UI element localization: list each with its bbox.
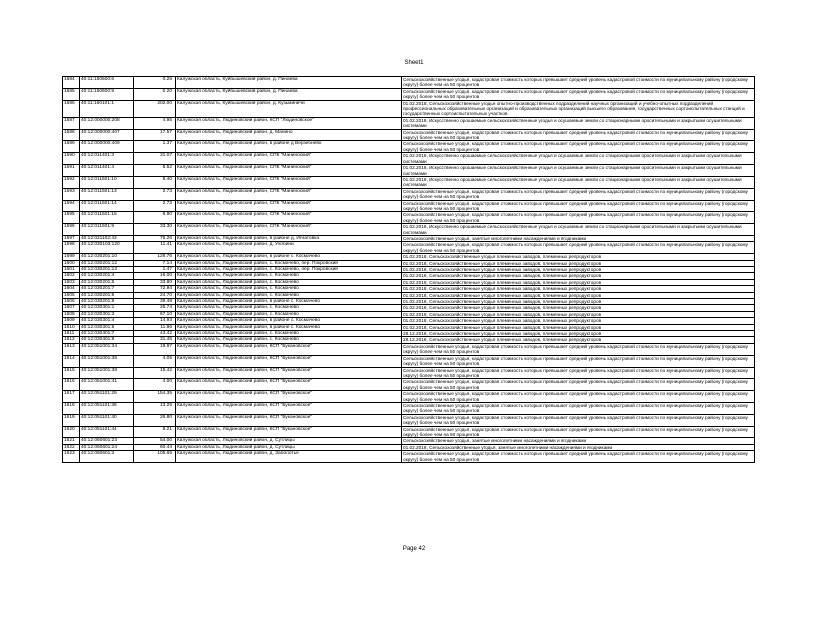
row-number: 1596 xyxy=(63,224,80,236)
cadastral-number: 40:12:030301:1 xyxy=(80,305,134,311)
address: Калужская область, Людиновский район, СПК "Маниноский" xyxy=(176,153,402,165)
table-row xyxy=(63,212,755,224)
category-description: 28.12.2018, Сельскохозяйственные угодья племенных заводов, племенных репродукторов xyxy=(402,337,755,343)
cadastral-number: 40:12:030201:8 xyxy=(80,292,134,298)
area-value: 154.35 xyxy=(134,391,176,403)
cadastral-number: 40:12:030201:7 xyxy=(80,286,134,292)
category-description: Сельскохозяйственные угодья, кадастровая стоимость которых превышает средний уровень кадастровой стоимости по муниципальному району (городскому округу) более чем на 50 процентов xyxy=(402,355,755,367)
row-number: 1607 xyxy=(63,305,80,311)
address: Калужская область, Людиновский район, КСП "Букановское" xyxy=(176,343,402,355)
area-value: 4.00 xyxy=(134,379,176,391)
category-description: Сельскохозяйственные угодья, кадастровая стоимость которых превышает средний уровень кадастровой стоимости по муниципальному району (городскому округу) более чем на 50 процентов xyxy=(402,343,755,355)
address: Калужская область, Людиновский район, в районе с. Космачево xyxy=(176,254,402,260)
cadastral-number: 40:12:060601:24 xyxy=(80,444,134,450)
category-description: 01.02.2018, Сельскохозяйственные угодья племенных заводов, племенных репродукторов xyxy=(402,286,755,292)
table-row xyxy=(63,188,755,200)
area-value: 31.45 xyxy=(134,337,176,343)
area-value: 14.93 xyxy=(134,318,176,324)
category-description: Сельскохозяйственные угодья, кадастровая стоимость которых превышает средний уровень кадастровой стоимости по муниципальному району (городскому округу) более чем на 50 процентов xyxy=(402,200,755,212)
address: Калужская область, Людиновский район, СПК "Маниноский" xyxy=(176,165,402,177)
address: Калужская область, Людиновский район, в районе с. Космачево xyxy=(176,324,402,330)
row-number: 1601 xyxy=(63,267,80,273)
category-description: 01.02.2018, Сельскохозяйственные угодья племенных заводов, племенных репродукторов xyxy=(402,305,755,311)
address: Калужская область, Людиновский район, КСП "Букановское" xyxy=(176,414,402,426)
area-value: 8.40 xyxy=(134,176,176,188)
row-number: 1612 xyxy=(63,337,80,343)
table-row xyxy=(63,141,755,153)
row-number: 1593 xyxy=(63,188,80,200)
cadastral-number: 40:11:150500:9 xyxy=(80,88,134,100)
row-number: 1616 xyxy=(63,379,80,391)
category-description: 01.02.2018, Искусственно орошаемые сельскохозяйственные угодья и осушаемые земли со стационарными оросительными и закрытыми осушительными системами xyxy=(402,224,755,236)
table-row xyxy=(63,117,755,129)
row-number: 1619 xyxy=(63,414,80,426)
cadastral-number: 40:12:011501:14 xyxy=(80,200,134,212)
row-number: 1602 xyxy=(63,273,80,279)
cadastral-number: 40:12:030201:5 xyxy=(80,279,134,285)
cadastral-number: 40:12:051001:41 xyxy=(80,379,134,391)
row-number: 1591 xyxy=(63,165,80,177)
address: Калужская область, Людиновский район, в районе с. Космачево xyxy=(176,299,402,305)
address: Калужская область, Людиновский район, с. Космачево xyxy=(176,286,402,292)
address: Калужская область, Людиновский район, с. Космачево xyxy=(176,337,402,343)
category-description: Сельскохозяйственные угодья, кадастровая стоимость которых превышает средний уровень кадастровой стоимости по муниципальному району (городскому округу) более чем на 50 процентов xyxy=(402,379,755,391)
row-number: 1587 xyxy=(63,117,80,129)
table-row xyxy=(63,414,755,426)
row-number: 1609 xyxy=(63,318,80,324)
category-description: Сельскохозяйственные угодья, кадастровая стоимость которых превышает средний уровень кадастровой стоимости по муниципальному району (городскому округу) более чем на 50 процентов xyxy=(402,242,755,254)
row-number: 1620 xyxy=(63,426,80,438)
land-plots-table xyxy=(62,76,755,463)
cadastral-number: 40:12:030301:3 xyxy=(80,311,134,317)
table-row xyxy=(63,379,755,391)
address: Калужская область, Людиновский район, с. Космачево xyxy=(176,292,402,298)
area-value: 43.42 xyxy=(134,331,176,337)
address: Калужская область, Людиновский район, с. Космачево xyxy=(176,311,402,317)
cadastral-number: 40:11:150500:6 xyxy=(80,77,134,89)
sheet-title: Sheet1 xyxy=(404,60,424,66)
category-description: Сельскохозяйственные угодья, кадастровая стоимость которых превышает средний уровень кадастровой стоимости по муниципальному району (городскому округу) более чем на 50 процентов xyxy=(402,77,755,89)
area-value: 15.42 xyxy=(134,367,176,379)
table-row xyxy=(63,88,755,100)
category-description: 01.02.2018, Сельскохозяйственные угодья племенных заводов, племенных репродукторов xyxy=(402,260,755,266)
address: Калужская область, Людиновский район, СПК "Маниноский" xyxy=(176,224,402,236)
cadastral-number: 40:12:051101:40 xyxy=(80,414,134,426)
address: Калужская область, Куйбышевский район, д. Пинаева xyxy=(176,88,402,100)
category-description: Сельскохозяйственные угодья, кадастровая стоимость которых превышает средний уровень кадастровой стоимости по муниципальному району (городскому округу) более чем на 50 процентов xyxy=(402,212,755,224)
table-row xyxy=(63,176,755,188)
category-description: Сельскохозяйственные угодья, кадастровая стоимость которых превышает средний уровень кадастровой стоимости по муниципальному району (городскому округу) более чем на 50 процентов xyxy=(402,402,755,414)
area-value: 2.73 xyxy=(134,188,176,200)
area-value: 39.48 xyxy=(134,299,176,305)
cadastral-number: 40:12:030401:8 xyxy=(80,337,134,343)
row-number: 1606 xyxy=(63,299,80,305)
table-row xyxy=(63,391,755,403)
area-value: 24.70 xyxy=(134,292,176,298)
cadastral-number: 40:12:051101:44 xyxy=(80,426,134,438)
category-description: 01.02.2018, Сельскохозяйственные угодья племенных заводов, племенных репродукторов xyxy=(402,299,755,305)
cadastral-number: 40:12:011401:4 xyxy=(80,165,134,177)
cadastral-number: 40:12:051001:38 xyxy=(80,367,134,379)
table-row xyxy=(63,77,755,89)
area-value: 17.57 xyxy=(134,129,176,141)
area-value: 4.05 xyxy=(134,355,176,367)
area-value: 0.28 xyxy=(134,77,176,89)
area-value: 2.73 xyxy=(134,200,176,212)
category-description: 01.02.2018, Сельскохозяйственные угодья племенных заводов, племенных репродукторов xyxy=(402,254,755,260)
row-number: 1588 xyxy=(63,129,80,141)
category-description: Сельскохозяйственные угодья, кадастровая стоимость которых превышает средний уровень кадастровой стоимости по муниципальному району (городскому округу) более чем на 50 процентов xyxy=(402,129,755,141)
address: Калужская область, Людиновский район, в районе д. Игнатовка xyxy=(176,235,402,241)
address: Калужская область, Людиновский район, КСП "Людиновское" xyxy=(176,117,402,129)
cadastral-number: 40:12:030401:7 xyxy=(80,331,134,337)
cadastral-number: 40:12:051101:38 xyxy=(80,402,134,414)
row-number: 1594 xyxy=(63,200,80,212)
category-description: 01.02.2018, Искусственно орошаемые сельскохозяйственные угодья и осушаемые земли со стационарными оросительными и закрытыми осушительными системами xyxy=(402,117,755,129)
address: Калужская область, Людиновский район, с. Космачево xyxy=(176,331,402,337)
row-number: 1615 xyxy=(63,367,80,379)
row-number: 1610 xyxy=(63,324,80,330)
area-value: 60.44 xyxy=(134,444,176,450)
row-number: 1604 xyxy=(63,286,80,292)
cadastral-number: 40:12:030301:5 xyxy=(80,324,134,330)
cadastral-number: 40:12:011501:9 xyxy=(80,224,134,236)
row-number: 1590 xyxy=(63,153,80,165)
row-number: 1595 xyxy=(63,212,80,224)
address: Калужская область, Людиновский район, с. Космачево, пер. Покровский xyxy=(176,267,402,273)
address: Калужская область, Людиновский район, д. Заболотье xyxy=(176,451,402,463)
category-description: Сельскохозяйственные угодья, занятые многолетними насаждениями и ягодниками xyxy=(402,438,755,444)
address: Калужская область, Людиновский район, с. Космачево xyxy=(176,273,402,279)
cadastral-number: 40:12:030201:12 xyxy=(80,260,134,266)
table-row xyxy=(63,200,755,212)
category-description: Сельскохозяйственные угодья, кадастровая стоимость которых превышает средний уровень кадастровой стоимости по муниципальному району (городскому округу) более чем на 50 процентов xyxy=(402,391,755,403)
area-value: 105.65 xyxy=(134,451,176,463)
cadastral-number: 40:12:021102:43 xyxy=(80,235,134,241)
area-value: 67.10 xyxy=(134,311,176,317)
category-description: 01.02.2018, Искусственно орошаемые сельскохозяйственные угодья и осушаемые земли со стационарными оросительными и закрытыми осушительными системами xyxy=(402,165,755,177)
table-row xyxy=(63,355,755,367)
table-row xyxy=(63,343,755,355)
area-value: 33.80 xyxy=(134,279,176,285)
row-number: 1586 xyxy=(63,100,80,117)
cadastral-number: 40:12:051101:29 xyxy=(80,391,134,403)
row-number: 1608 xyxy=(63,311,80,317)
area-value: 33.30 xyxy=(134,224,176,236)
address: Калужская область, Людиновский район, КСП "Букановское" xyxy=(176,355,402,367)
cadastral-number: 40:12:060601:3 xyxy=(80,451,134,463)
row-number: 1623 xyxy=(63,451,80,463)
area-value: 72.94 xyxy=(134,286,176,292)
category-description: 01.02.2018, Сельскохозяйственные угодья, занятые многолетними насаждениями и ягодниками xyxy=(402,444,755,450)
category-description: 01.02.2018, Сельскохозяйственные угодья племенных заводов, племенных репродукторов xyxy=(402,267,755,273)
category-description: Сельскохозяйственные угодья, кадастровая стоимость которых превышает средний уровень кадастровой стоимости по муниципальному району (городскому округу) более чем на 50 процентов xyxy=(402,141,755,153)
cadastral-number: 40:12:030103:120 xyxy=(80,242,134,254)
cadastral-number: 40:12:000000:407 xyxy=(80,129,134,141)
cadastral-number: 40:12:030201:4 xyxy=(80,273,134,279)
cadastral-number: 40:12:000000:409 xyxy=(80,141,134,153)
row-number: 1599 xyxy=(63,254,80,260)
address: Калужская область, Людиновский район, СПК "Маниноский" xyxy=(176,212,402,224)
category-description: Сельскохозяйственные угодья, кадастровая стоимость которых превышает средний уровень кадастровой стоимости по муниципальному району (городскому округу) более чем на 50 процентов xyxy=(402,367,755,379)
address: Калужская область, Людиновский район, СПК "Маниноский" xyxy=(176,176,402,188)
row-number: 1605 xyxy=(63,292,80,298)
area-value: 19.97 xyxy=(134,343,176,355)
row-number: 1618 xyxy=(63,402,80,414)
row-number: 1584 xyxy=(63,77,80,89)
row-number: 1621 xyxy=(63,438,80,444)
address: Калужская область, Людиновский район, д. Сутлицы xyxy=(176,444,402,450)
cadastral-number: 40:12:030201:9 xyxy=(80,299,134,305)
area-value: 1.37 xyxy=(134,141,176,153)
category-description: Сельскохозяйственные угодья, кадастровая стоимость которых превышает средний уровень кадастровой стоимости по муниципальному району (городскому округу) более чем на 50 процентов xyxy=(402,426,755,438)
table-row xyxy=(63,402,755,414)
address: Калужская область, Людиновский район, с. Космачево xyxy=(176,305,402,311)
cadastral-number: 40:12:030301:4 xyxy=(80,318,134,324)
address: Калужская область, Куйбышевский район, д. Кузьминичи xyxy=(176,100,402,117)
address: Калужская область, Людиновский район, СПК "Маниноский" xyxy=(176,188,402,200)
area-value: 11.86 xyxy=(134,324,176,330)
address: Калужская область, Людиновский район, д. Сутлицы xyxy=(176,438,402,444)
address: Калужская область, Людиновский район, КСП "Букановское" xyxy=(176,426,402,438)
table-row xyxy=(63,129,755,141)
category-description: 01.02.2018, Сельскохозяйственные угодья племенных заводов, племенных репродукторов xyxy=(402,324,755,330)
category-description: Сельскохозяйственные угодья, кадастровая стоимость которых превышает средний уровень кадастровой стоимости по муниципальному району (городскому округу) более чем на 50 процентов xyxy=(402,414,755,426)
area-value: 128.76 xyxy=(134,254,176,260)
table-row xyxy=(63,165,755,177)
category-description: Сельскохозяйственные угодья, занятые многолетними насаждениями и ягодниками xyxy=(402,235,755,241)
row-number: 1614 xyxy=(63,355,80,367)
area-value: 54.00 xyxy=(134,438,176,444)
table-row xyxy=(63,242,755,254)
category-description: Сельскохозяйственные угодья, кадастровая стоимость которых превышает средний уровень кадастровой стоимости по муниципальному району (городскому округу) более чем на 50 процентов xyxy=(402,188,755,200)
address: Калужская область, Людиновский район, в районе с. Космачево xyxy=(176,318,402,324)
address: Калужская область, Людиновский район, КСП "Букановское" xyxy=(176,391,402,403)
row-number: 1613 xyxy=(63,343,80,355)
category-description: 01.02.2018, Сельскохозяйственные угодья опытно-производственных подразделений научных организаций и учебно-опытных подразделений профессиональных образовательных организаций и образовательных организаций высшего образования, государственных сортоиспытательных станций и государственных сортоиспытательных участков xyxy=(402,100,755,117)
address: Калужская область, Людиновский район, с. Космачево, пер. Покровский xyxy=(176,260,402,266)
area-value: 202.00 xyxy=(134,100,176,117)
row-number: 1585 xyxy=(63,88,80,100)
area-value: 9.21 xyxy=(134,426,176,438)
row-number: 1597 xyxy=(63,235,80,241)
row-number: 1589 xyxy=(63,141,80,153)
cadastral-number: 40:12:060601:23 xyxy=(80,438,134,444)
category-description: 01.02.2018, Сельскохозяйственные угодья племенных заводов, племенных репродукторов xyxy=(402,318,755,324)
address: Калужская область, Людиновский район, КСП "Букановское" xyxy=(176,367,402,379)
area-value: 11.41 xyxy=(134,242,176,254)
cadastral-number: 40:12:030201:13 xyxy=(80,267,134,273)
page-number: Page 42 xyxy=(402,546,426,552)
cadastral-number: 40:12:000000:208 xyxy=(80,117,134,129)
address: Калужская область, Куйбышевский район, д. Пинаева xyxy=(176,77,402,89)
area-value: 8.90 xyxy=(134,212,176,224)
area-value: 5.52 xyxy=(134,165,176,177)
cadastral-number: 40:12:011501:15 xyxy=(80,212,134,224)
row-number: 1598 xyxy=(63,242,80,254)
category-description: 01.02.2018, Искусственно орошаемые сельскохозяйственные угодья и осушаемые земли со стационарными оросительными и закрытыми осушительными системами xyxy=(402,176,755,188)
address: Калужская область, Людиновский район, КСП "Букановское" xyxy=(176,402,402,414)
area-value: 13.25 xyxy=(134,402,176,414)
row-number: 1611 xyxy=(63,331,80,337)
address: Калужская область, Людиновский район, СПК "Маниноский" xyxy=(176,200,402,212)
category-description: Сельскохозяйственные угодья, кадастровая стоимость которых превышает средний уровень кадастровой стоимости по муниципальному району (городскому округу) более чем на 50 процентов xyxy=(402,88,755,100)
table-row xyxy=(63,153,755,165)
area-value: 76.26 xyxy=(134,235,176,241)
cadastral-number: 40:12:051001:35 xyxy=(80,355,134,367)
area-value: 4.95 xyxy=(134,117,176,129)
area-value: 1.47 xyxy=(134,267,176,273)
address: Калужская область, Людиновский район, с. Космачево xyxy=(176,279,402,285)
cadastral-number: 40:12:030201:10 xyxy=(80,254,134,260)
cadastral-number: 40:12:051001:34 xyxy=(80,343,134,355)
area-value: 25.74 xyxy=(134,305,176,311)
row-number: 1592 xyxy=(63,176,80,188)
address: Калужская область, Людиновский район, д. Манино xyxy=(176,129,402,141)
address: Калужская область, Людиновский район, д. Ухобини xyxy=(176,242,402,254)
table-row xyxy=(63,367,755,379)
area-value: 31.07 xyxy=(134,153,176,165)
row-number: 1617 xyxy=(63,391,80,403)
category-description: 01.02.2018, Сельскохозяйственные угодья племенных заводов, племенных репродукторов xyxy=(402,279,755,285)
category-description: 01.02.2018, Искусственно орошаемые сельскохозяйственные угодья и осушаемые земли со стационарными оросительными и закрытыми осушительными системами xyxy=(402,153,755,165)
area-value: 7.14 xyxy=(134,260,176,266)
area-value: 0.20 xyxy=(134,88,176,100)
table-row xyxy=(63,224,755,236)
category-description: 01.02.2018, Сельскохозяйственные угодья племенных заводов, племенных репродукторов xyxy=(402,292,755,298)
cadastral-number: 40:12:011501:13 xyxy=(80,188,134,200)
cadastral-number: 40:12:011501:10 xyxy=(80,176,134,188)
address: Калужская область, Людиновский район, в районе д Верзебнево xyxy=(176,141,402,153)
area-value: 26.80 xyxy=(134,414,176,426)
table-row xyxy=(63,451,755,463)
row-number: 1622 xyxy=(63,444,80,450)
category-description: Сельскохозяйственные угодья, кадастровая стоимость которых превышает средний уровень кадастровой стоимости по муниципальному району (городскому округу) более чем на 50 процентов xyxy=(402,451,755,463)
table-row xyxy=(63,100,755,117)
row-number: 1600 xyxy=(63,260,80,266)
cadastral-number: 40:11:160101:1 xyxy=(80,100,134,117)
cadastral-number: 40:12:011401:3 xyxy=(80,153,134,165)
category-description: 01.02.2018, Сельскохозяйственные угодья племенных заводов, племенных репродукторов xyxy=(402,311,755,317)
area-value: 16.00 xyxy=(134,273,176,279)
table-row xyxy=(63,426,755,438)
category-description: 01.02.2018, Сельскохозяйственные угодья племенных заводов, племенных репродукторов xyxy=(402,273,755,279)
address: Калужская область, Людиновский район, КСП "Букановское" xyxy=(176,379,402,391)
category-description: 28.12.2018, Сельскохозяйственные угодья племенных заводов, племенных репродукторов xyxy=(402,331,755,337)
row-number: 1603 xyxy=(63,279,80,285)
